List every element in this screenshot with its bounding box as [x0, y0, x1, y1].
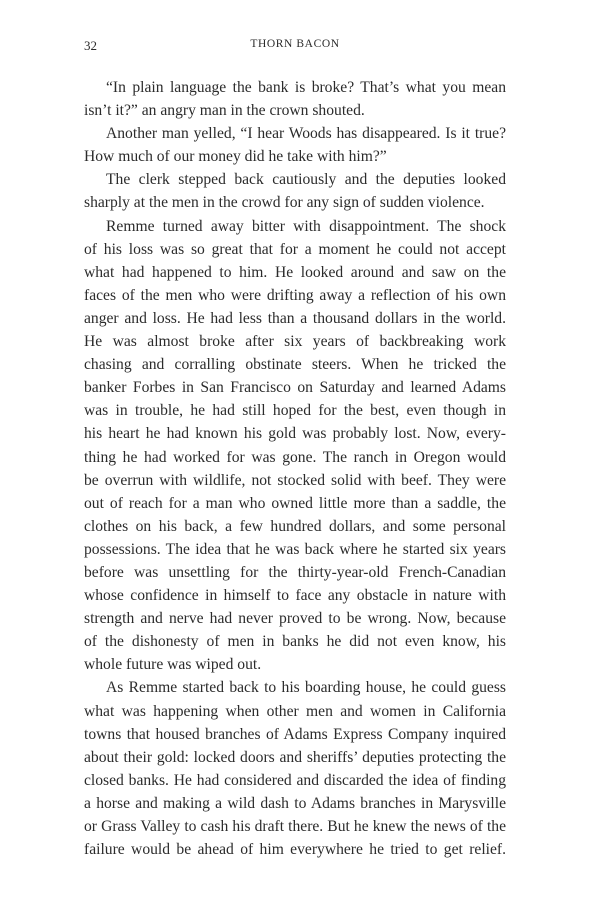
text-line: strength and nerve had never proved to be wrong. Now, because	[84, 610, 506, 628]
text-line: a horse and making a wild dash to Adams branches in Marysville	[84, 794, 506, 812]
text-line: towns that housed branches of Adams Express Company inquired	[84, 725, 506, 743]
text-line: banker Forbes in San Francisco on Saturday and learned Adams	[84, 379, 506, 397]
text-line: failure would be ahead of him everywhere he tried to get relief.	[84, 841, 506, 859]
text-line: The clerk stepped back cautiously and the deputies looked	[106, 171, 506, 189]
page-number: 32	[84, 38, 97, 53]
text-line: be overrun with wildlife, not stocked solid with beef. They were	[84, 471, 506, 489]
text-line: of his loss was so great that for a moment he could not accept	[84, 240, 506, 258]
text-line: was in trouble, he had still hoped for the best, even though in	[84, 402, 506, 420]
text-line: out of reach for a man who owned little more than a saddle, the	[84, 494, 506, 512]
body-text	[84, 76, 506, 861]
text-line: Remme turned away bitter with disappointment. The shock	[106, 217, 506, 235]
text-line: whose confidence in himself to face any obstacle in nature with	[84, 587, 506, 605]
running-head-author: THORN BACON	[250, 38, 340, 50]
text-line: He was almost broke after six years of backbreaking work	[84, 333, 506, 351]
paragraph	[84, 76, 506, 122]
text-line: about their gold: locked doors and sheriffs’ deputies protecting the	[84, 748, 506, 766]
running-head	[84, 38, 506, 56]
paragraph	[84, 168, 506, 214]
text-line: Another man yelled, “I hear Woods has disappeared. Is it true?	[106, 125, 506, 143]
text-line: or Grass Valley to cash his draft there. But he knew the news of the	[84, 818, 506, 835]
text-line: what had happened to him. He looked around and saw on the	[84, 263, 506, 281]
text-line: his heart he had known his gold was probably lost. Now, every-	[84, 425, 506, 443]
text-line: whole future was wiped out.	[84, 656, 262, 674]
text-line: clothes on his back, a few hundred dollars, and some personal	[84, 517, 506, 535]
text-line: what was happening when other men and women in California	[84, 702, 506, 720]
text-line: sharply at the men in the crowd for any sign of sudden violence.	[84, 194, 485, 212]
text-line: before was unsettling for the thirty-year-old French-Canadian	[84, 563, 506, 581]
paragraph	[84, 122, 506, 168]
text-line: faces of the men who were drifting away a reflection of his own	[84, 286, 506, 304]
text-line: chasing and corralling obstinate steers. When he tricked the	[84, 356, 506, 374]
paragraph	[84, 215, 506, 677]
text-line: isn’t it?” an angry man in the crown shouted.	[84, 102, 365, 120]
text-line: anger and loss. He had less than a thousand dollars in the world.	[84, 309, 506, 327]
text-line: How much of our money did he take with him?”	[84, 148, 387, 166]
text-line: possessions. The idea that he was back where he started six years	[84, 540, 506, 558]
text-line: “In plain language the bank is broke? That’s what you mean	[106, 79, 506, 96]
paragraph	[84, 676, 506, 861]
text-line: closed banks. He had considered and discarded the idea of finding	[84, 771, 506, 789]
text-line: thing he had worked for was gone. The ranch in Oregon would	[84, 448, 506, 466]
text-line: As Remme started back to his boarding house, he could guess	[106, 679, 506, 697]
text-line: of the dishonesty of men in banks he did not even know, his	[84, 633, 506, 651]
